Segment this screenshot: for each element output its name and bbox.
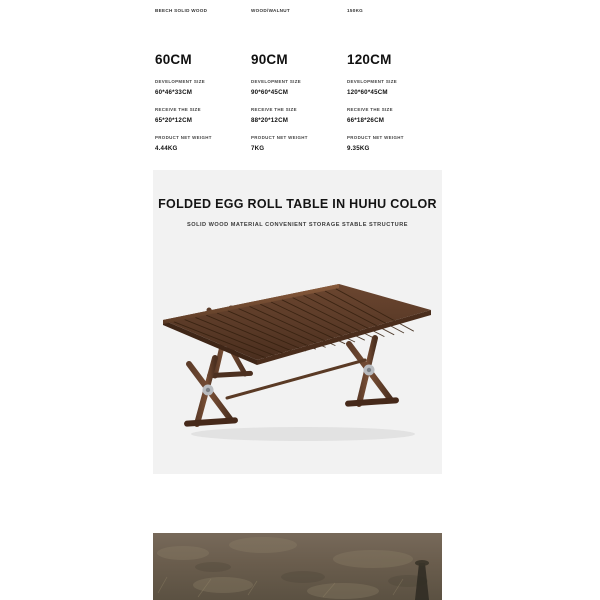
spec-summary-row	[155, 0, 445, 13]
field-key: RECEIVE THE SIZE	[251, 107, 297, 112]
size-variant-title: 120CM	[347, 52, 392, 67]
size-field-receive	[347, 107, 443, 124]
field-value: 9.35KG	[347, 145, 370, 152]
spec-item-color	[251, 0, 347, 13]
lifestyle-photo-image	[153, 533, 442, 600]
size-field-development	[155, 79, 251, 96]
field-key: RECEIVE THE SIZE	[155, 107, 201, 112]
spec-value: BEECH SOLID WOOD	[155, 8, 208, 13]
product-image-egg-roll-table	[153, 248, 442, 448]
field-value: 7KG	[251, 145, 265, 152]
field-value: 88*20*12CM	[251, 117, 289, 124]
hero-title: FOLDED EGG ROLL TABLE IN HUHU COLOR	[158, 197, 437, 211]
size-field-development	[251, 79, 347, 96]
field-key: PRODUCT NET WEIGHT	[155, 135, 212, 140]
hero-subtitle: SOLID WOOD MATERIAL CONVENIENT STORAGE STABLE STRUCTURE	[186, 222, 408, 228]
field-key: PRODUCT NET WEIGHT	[347, 135, 404, 140]
hero-banner	[153, 170, 442, 474]
field-key: DEVELOPMENT SIZE	[251, 79, 301, 84]
size-variant-title: 60CM	[155, 52, 192, 67]
size-field-weight	[251, 135, 347, 152]
field-value: 66*18*26CM	[347, 117, 385, 124]
size-variant-row	[155, 52, 445, 163]
field-key: DEVELOPMENT SIZE	[155, 79, 205, 84]
field-key: DEVELOPMENT SIZE	[347, 79, 397, 84]
field-value: 60*46*33CM	[155, 89, 193, 96]
size-field-receive	[251, 107, 347, 124]
field-value: 120*60*45CM	[347, 89, 388, 96]
spec-value: 150KG	[347, 8, 364, 13]
lifestyle-photo	[153, 533, 442, 600]
field-value: 90*60*45CM	[251, 89, 289, 96]
field-key: PRODUCT NET WEIGHT	[251, 135, 308, 140]
spec-value: WOOD/WALNUT	[251, 8, 291, 13]
size-field-weight	[155, 135, 251, 152]
size-field-receive	[155, 107, 251, 124]
spec-item-material	[155, 0, 251, 13]
size-variant-60cm	[155, 52, 251, 163]
field-value: 4.44KG	[155, 145, 178, 152]
field-key: RECEIVE THE SIZE	[347, 107, 393, 112]
size-variant-120cm	[347, 52, 443, 163]
size-field-development	[347, 79, 443, 96]
size-variant-title: 90CM	[251, 52, 288, 67]
field-value: 65*20*12CM	[155, 117, 193, 124]
size-field-weight	[347, 135, 443, 152]
size-variant-90cm	[251, 52, 347, 163]
spec-item-capacity	[347, 0, 443, 13]
